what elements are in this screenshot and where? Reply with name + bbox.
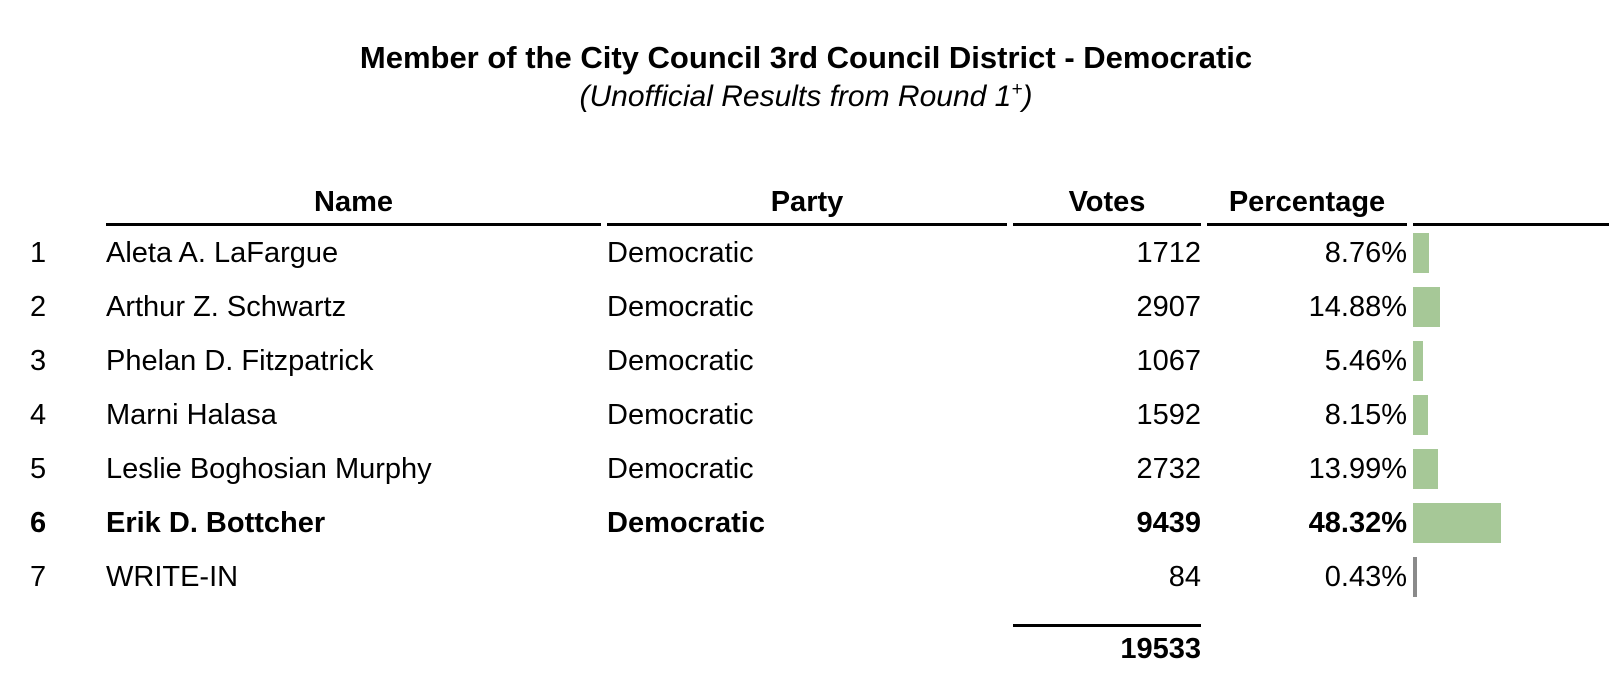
percentage-bar-cell bbox=[1413, 395, 1609, 435]
party-column-header: Party bbox=[607, 186, 1007, 226]
candidate-percentage: 48.32% bbox=[1308, 506, 1407, 539]
percentage-bar bbox=[1413, 287, 1440, 327]
subtitle-superscript: + bbox=[1011, 79, 1023, 100]
percentage-bar-cell bbox=[1413, 233, 1609, 273]
table-row bbox=[0, 388, 1612, 442]
candidate-name: Arthur Z. Schwartz bbox=[106, 290, 347, 323]
percentage-bar-cell bbox=[1413, 557, 1609, 597]
rank-column-header bbox=[30, 186, 100, 226]
table-header-row bbox=[0, 182, 1612, 226]
bar-column-header bbox=[1413, 186, 1609, 226]
table-row bbox=[0, 226, 1612, 280]
percentage-bar bbox=[1413, 449, 1438, 489]
row-rank: 5 bbox=[30, 452, 47, 485]
subtitle-text: (Unofficial Results from Round 1 bbox=[579, 80, 1012, 113]
candidate-party: Democratic bbox=[607, 290, 754, 323]
percentage-column-header: Percentage bbox=[1207, 186, 1407, 226]
total-votes: 19533 bbox=[1013, 624, 1201, 666]
percentage-bar bbox=[1413, 341, 1423, 381]
candidate-name: Leslie Boghosian Murphy bbox=[106, 452, 432, 485]
name-column-header: Name bbox=[106, 186, 601, 226]
total-row bbox=[0, 624, 1612, 666]
row-rank: 4 bbox=[30, 398, 47, 431]
candidate-percentage: 14.88% bbox=[1308, 290, 1407, 323]
candidate-percentage: 8.76% bbox=[1324, 236, 1407, 269]
votes-column-header: Votes bbox=[1013, 186, 1201, 226]
table-row bbox=[0, 442, 1612, 496]
percentage-bar-cell bbox=[1413, 287, 1609, 327]
candidate-votes: 9439 bbox=[1136, 506, 1201, 539]
candidate-name: Marni Halasa bbox=[106, 398, 277, 431]
candidate-votes: 1592 bbox=[1136, 398, 1201, 431]
candidate-party: Democratic bbox=[607, 344, 754, 377]
table-row bbox=[0, 496, 1612, 550]
candidate-party: Democratic bbox=[607, 398, 754, 431]
row-rank: 2 bbox=[30, 290, 47, 323]
percentage-bar bbox=[1413, 395, 1428, 435]
candidate-percentage: 8.15% bbox=[1324, 398, 1407, 431]
results-rows bbox=[0, 226, 1612, 604]
percentage-bar bbox=[1413, 233, 1429, 273]
candidate-votes: 2732 bbox=[1136, 452, 1201, 485]
percentage-bar-cell bbox=[1413, 449, 1609, 489]
candidate-votes: 2907 bbox=[1136, 290, 1201, 323]
candidate-name: WRITE-IN bbox=[106, 560, 239, 593]
candidate-party: Democratic bbox=[607, 236, 754, 269]
table-row bbox=[0, 334, 1612, 388]
candidate-party: Democratic bbox=[607, 506, 765, 539]
candidate-percentage: 0.43% bbox=[1324, 560, 1407, 593]
subtitle-close-paren: ) bbox=[1022, 80, 1033, 113]
row-rank: 7 bbox=[30, 560, 47, 593]
row-rank: 6 bbox=[30, 506, 47, 539]
candidate-votes: 1067 bbox=[1136, 344, 1201, 377]
percentage-bar-cell bbox=[1413, 503, 1609, 543]
page-title: Member of the City Council 3rd Council District - Democratic bbox=[359, 40, 1253, 75]
percentage-bar bbox=[1413, 557, 1417, 597]
candidate-votes: 84 bbox=[1168, 560, 1201, 593]
candidate-name: Erik D. Bottcher bbox=[106, 506, 326, 539]
page-subtitle bbox=[0, 76, 1612, 118]
candidate-name: Phelan D. Fitzpatrick bbox=[106, 344, 374, 377]
candidate-name: Aleta A. LaFargue bbox=[106, 236, 339, 269]
table-row bbox=[0, 280, 1612, 334]
row-rank: 3 bbox=[30, 344, 47, 377]
table-row bbox=[0, 550, 1612, 604]
row-rank: 1 bbox=[30, 236, 47, 269]
candidate-percentage: 13.99% bbox=[1308, 452, 1407, 485]
percentage-bar-cell bbox=[1413, 341, 1609, 381]
percentage-bar bbox=[1413, 503, 1501, 543]
results-page bbox=[0, 40, 1612, 696]
candidate-votes: 1712 bbox=[1136, 236, 1201, 269]
candidate-percentage: 5.46% bbox=[1324, 344, 1407, 377]
candidate-party: Democratic bbox=[607, 452, 754, 485]
